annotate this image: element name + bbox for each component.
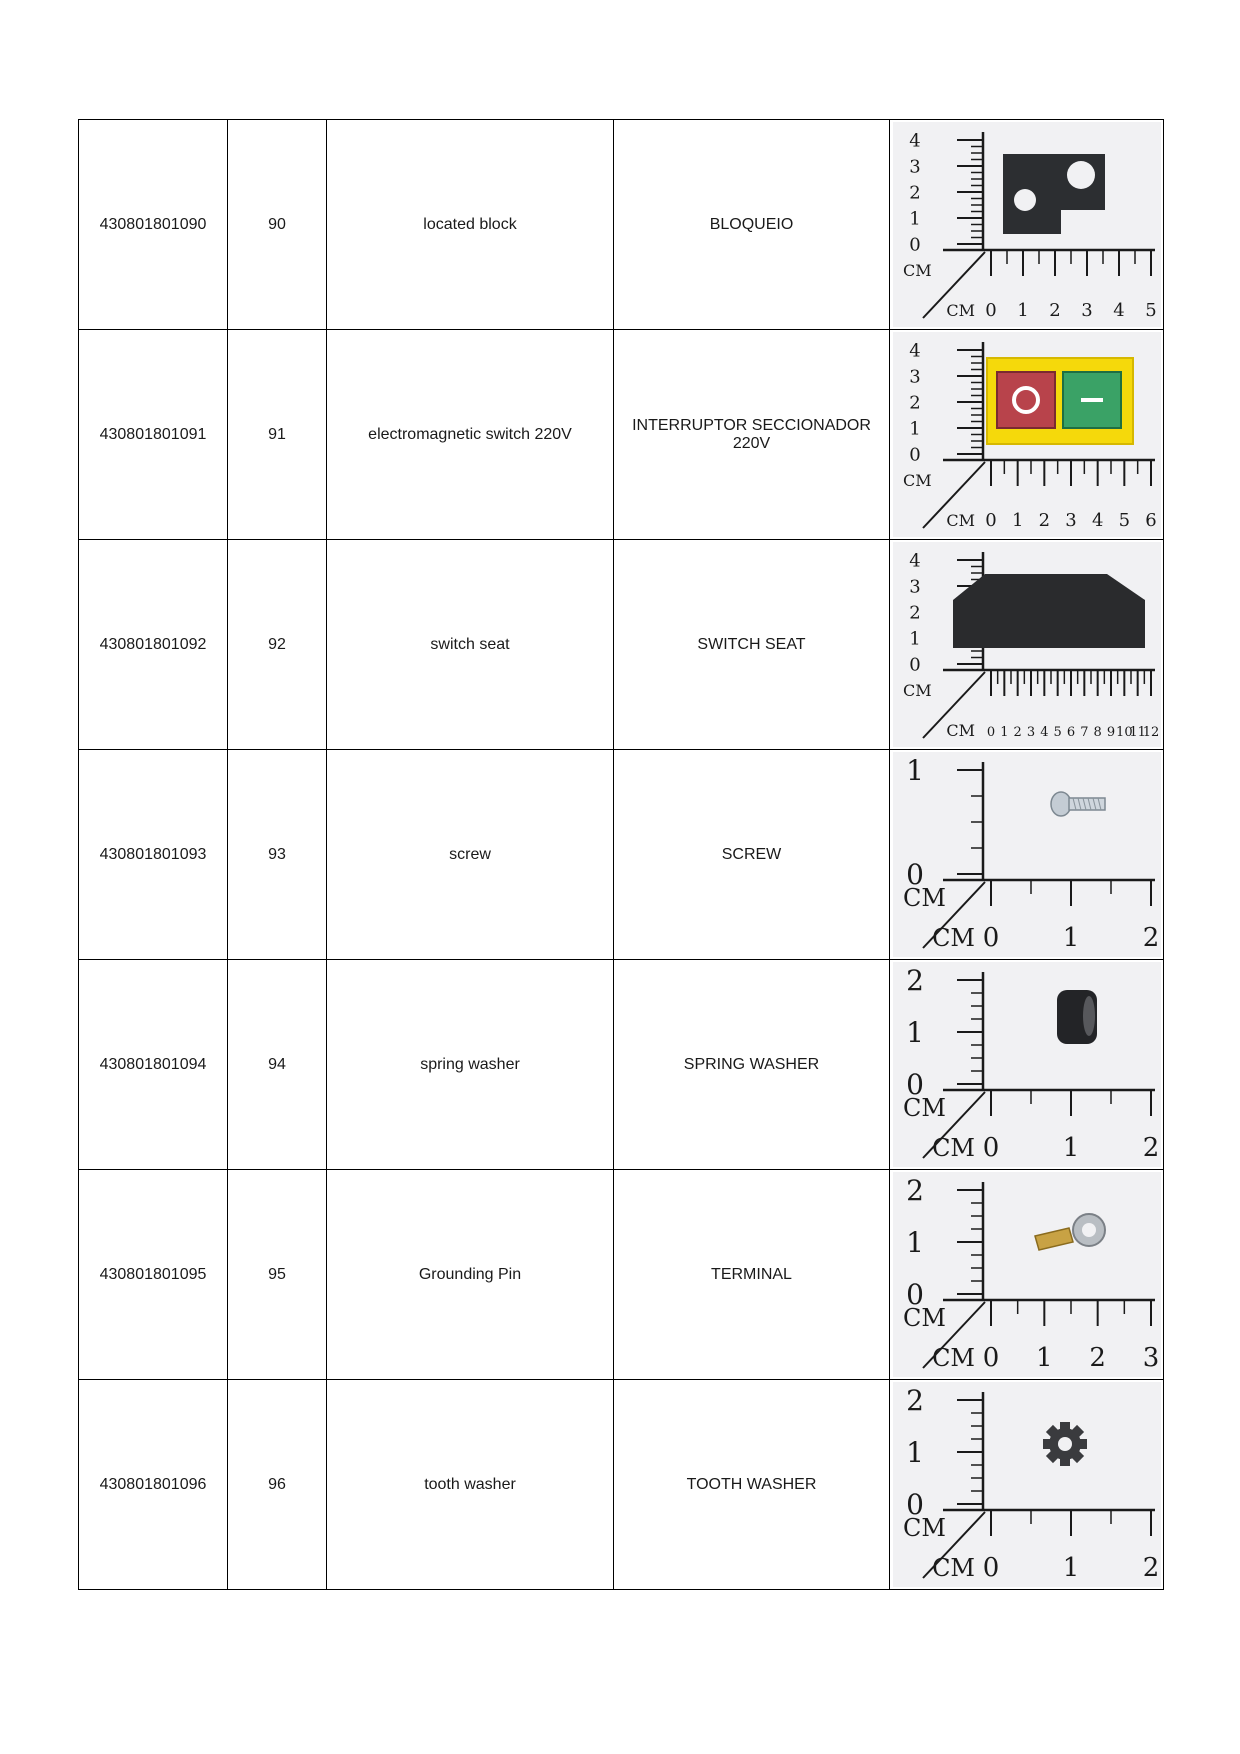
ruler-x-label: 8	[1093, 725, 1102, 740]
ruler-y-label: 1	[908, 418, 921, 440]
terminal-ring-hole	[1082, 1223, 1096, 1237]
part-name-en: screw	[327, 750, 614, 960]
part-photo	[893, 752, 1161, 957]
ruler-y-label: 2	[908, 392, 921, 414]
ruler-x-label: 5	[1144, 300, 1157, 321]
ruler-x-label: 2	[1048, 300, 1061, 321]
ruler-x-label: 11	[1128, 725, 1146, 740]
ruler-x-label: 5	[1053, 725, 1062, 740]
ruler-y-label: 1	[908, 208, 921, 230]
part-name-en: spring washer	[327, 960, 614, 1170]
ruler-x-label: 6	[1144, 510, 1157, 531]
ruler-x-label: 1	[1062, 1553, 1079, 1583]
ruler-unit-label: CM	[931, 1344, 975, 1372]
ruler-y-label: 1	[905, 1225, 924, 1259]
part-number: 96	[228, 1380, 327, 1590]
part-number: 90	[228, 120, 327, 330]
part-number: 91	[228, 330, 327, 540]
ruler-unit-label: CM	[902, 884, 946, 912]
ruler-x-label: 1	[1016, 300, 1029, 321]
ruler-x-label: 2	[1142, 1553, 1159, 1583]
ruler-y-label: 0	[908, 444, 921, 466]
part-photo-cell	[890, 330, 1164, 540]
ruler-x-label: 2	[1088, 1343, 1106, 1373]
table-row	[79, 1380, 1164, 1590]
ruler-y-label: 1	[905, 753, 924, 787]
part-code: 430801801096	[79, 1380, 228, 1590]
table-row	[79, 960, 1164, 1170]
spring-washer-image	[1057, 990, 1097, 1044]
ruler-y-label: 1	[905, 1015, 924, 1049]
table-row	[79, 540, 1164, 750]
ruler-unit-label: CM	[902, 471, 932, 490]
ruler-y-label: 3	[908, 576, 921, 598]
part-name-pt: SCREW	[614, 750, 890, 960]
ruler-x-label: 4	[1112, 300, 1125, 321]
table-row	[79, 750, 1164, 960]
ruler-x-label: 0	[986, 725, 995, 740]
ruler-x-label: 3	[1064, 510, 1077, 531]
ruler-x-label: 3	[1142, 1343, 1159, 1373]
ruler-x-label: 2	[1013, 725, 1022, 740]
ruler-y-label: 0	[905, 1067, 924, 1101]
ruler-y-label: 2	[905, 1173, 924, 1207]
table-row	[79, 330, 1164, 540]
ruler-x-label: 1	[1011, 510, 1023, 531]
ruler-x-label: 4	[1091, 510, 1103, 531]
ruler-y-label: 2	[905, 963, 924, 997]
ruler-unit-label: CM	[902, 1094, 946, 1122]
ruler-x-label: 1	[1062, 923, 1079, 953]
part-photo-cell	[890, 540, 1164, 750]
tooth-washer-image	[1043, 1422, 1087, 1466]
ruler-unit-label: CM	[945, 301, 975, 320]
part-name-pt: TOOTH WASHER	[614, 1380, 890, 1590]
part-name-pt: SPRING WASHER	[614, 960, 890, 1170]
ruler-unit-label: CM	[902, 261, 932, 280]
ruler-x-label: 5	[1118, 510, 1130, 531]
ruler-y-label: 3	[908, 156, 921, 178]
ruler-x-label: 3	[1080, 300, 1093, 321]
ruler-y-label: 1	[905, 1435, 924, 1469]
ruler-y-label: 2	[908, 182, 921, 204]
ruler-x-label: 10	[1115, 725, 1133, 740]
ruler-x-label: 2	[1038, 510, 1050, 531]
ruler-x-label: 0	[982, 923, 999, 953]
part-code: 430801801093	[79, 750, 228, 960]
ruler-unit-label: CM	[902, 1304, 946, 1332]
part-name-en: electromagnetic switch 220V	[327, 330, 614, 540]
ruler-y-label: 0	[905, 1487, 924, 1521]
ruler-x-label: 0	[984, 300, 997, 321]
part-code: 430801801092	[79, 540, 228, 750]
ruler-x-label: 3	[1026, 725, 1035, 740]
part-photo	[893, 542, 1161, 747]
ruler-x-label: 9	[1106, 725, 1115, 740]
ruler-x-label: 0	[982, 1133, 999, 1163]
ruler-x-label: 6	[1066, 725, 1075, 740]
ruler-x-label: 2	[1142, 923, 1159, 953]
part-photo-cell	[890, 960, 1164, 1170]
part-photo	[893, 1172, 1161, 1377]
part-name-en: located block	[327, 120, 614, 330]
ruler-y-label: 4	[908, 130, 921, 152]
part-name-en: switch seat	[327, 540, 614, 750]
ruler-x-label: 1	[999, 725, 1008, 740]
ruler-y-label: 2	[908, 602, 921, 624]
switch-seat-body	[953, 574, 1145, 648]
part-name-pt: INTERRUPTOR SECCIONADOR 220V	[614, 330, 890, 540]
located-block-hole	[1067, 161, 1095, 189]
ruler-unit-label: CM	[945, 721, 975, 740]
part-number: 94	[228, 960, 327, 1170]
ruler-y-label: 0	[908, 654, 921, 676]
ruler-x-label: 12	[1142, 725, 1159, 740]
ruler-x-label: 2	[1142, 1133, 1159, 1163]
ruler-unit-label: CM	[902, 1514, 946, 1542]
ruler-x-label: 1	[1062, 1133, 1079, 1163]
part-photo-cell	[890, 1380, 1164, 1590]
table-row	[79, 120, 1164, 330]
ruler-x-label: 7	[1079, 725, 1088, 740]
ruler-unit-label: CM	[945, 511, 975, 530]
table-row	[79, 1170, 1164, 1380]
spring-washer-bore	[1083, 996, 1095, 1036]
ruler-x-label: 0	[984, 510, 997, 531]
ruler-y-label: 3	[908, 366, 921, 388]
ruler-unit-label: CM	[931, 924, 975, 952]
ruler-unit-label: CM	[931, 1134, 975, 1162]
part-number: 95	[228, 1170, 327, 1380]
switch-off-button	[997, 372, 1055, 428]
part-code: 430801801090	[79, 120, 228, 330]
ruler-y-label: 1	[908, 628, 921, 650]
part-photo	[893, 1382, 1161, 1587]
part-name-en: Grounding Pin	[327, 1170, 614, 1380]
screw-head	[1051, 792, 1071, 816]
part-photo	[893, 332, 1161, 537]
ruler-x-label: 4	[1039, 725, 1048, 740]
ruler-unit-label: CM	[902, 681, 932, 700]
part-photo-cell	[890, 750, 1164, 960]
ruler-unit-label: CM	[931, 1554, 975, 1582]
part-code: 430801801095	[79, 1170, 228, 1380]
ruler-y-label: 0	[905, 1277, 924, 1311]
ruler-x-label: 0	[982, 1343, 999, 1373]
part-name-en: tooth washer	[327, 1380, 614, 1590]
part-photo-cell	[890, 120, 1164, 330]
part-code: 430801801094	[79, 960, 228, 1170]
switch-image	[987, 358, 1133, 444]
part-number: 92	[228, 540, 327, 750]
ruler-x-label: 0	[982, 1553, 999, 1583]
tooth-washer-hole	[1058, 1437, 1072, 1451]
ruler-y-label: 4	[908, 550, 921, 572]
part-number: 93	[228, 750, 327, 960]
part-photo-cell	[890, 1170, 1164, 1380]
part-code: 430801801091	[79, 330, 228, 540]
ruler-y-label: 0	[905, 857, 924, 891]
parts-table	[78, 119, 1164, 1590]
ruler-y-label: 2	[905, 1383, 924, 1417]
part-name-pt: BLOQUEIO	[614, 120, 890, 330]
located-block-hole	[1014, 189, 1036, 211]
part-name-pt: SWITCH SEAT	[614, 540, 890, 750]
ruler-y-label: 0	[908, 234, 921, 256]
part-photo	[893, 962, 1161, 1167]
ruler-x-label: 1	[1035, 1343, 1053, 1373]
part-name-pt: TERMINAL	[614, 1170, 890, 1380]
part-photo	[893, 122, 1161, 327]
ruler-y-label: 4	[908, 340, 921, 362]
switch-seat-image	[953, 574, 1145, 648]
